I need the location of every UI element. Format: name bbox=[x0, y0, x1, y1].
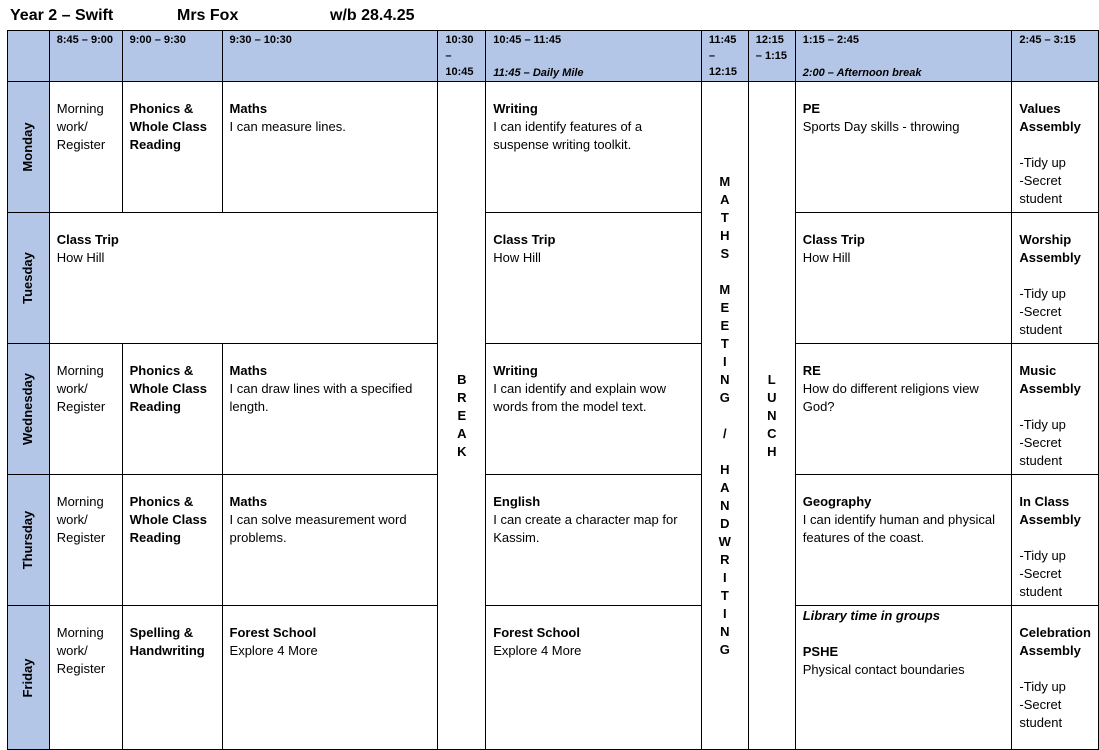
header-10-45-time: 10:45 – 11:45 bbox=[493, 34, 562, 46]
thursday-geography: Geography I can identify human and physical features of the coast. bbox=[795, 475, 1012, 606]
friday-pshe: Library time in groups PSHE Physical contact boundaries bbox=[795, 606, 1012, 750]
thursday-phonics: Phonics & Whole Class Reading bbox=[122, 475, 222, 606]
day-label-monday: Monday bbox=[8, 82, 50, 213]
wednesday-writing: Writing I can identify and explain wow words from the model text. bbox=[486, 344, 702, 475]
wednesday-assembly: Music Assembly -Tidy up -Secret student bbox=[1012, 344, 1099, 475]
friday-morning-work: Morning work/ Register bbox=[49, 606, 122, 750]
monday-phonics: Phonics & Whole Class Reading bbox=[122, 82, 222, 213]
header-2-45: 2:45 – 3:15 bbox=[1012, 31, 1099, 82]
wednesday-re: RE How do different religions view God? bbox=[795, 344, 1012, 475]
timetable bbox=[7, 30, 1099, 750]
header-row bbox=[8, 31, 1099, 82]
row-tuesday bbox=[8, 213, 1099, 344]
wednesday-maths: Maths I can draw lines with a specified length. bbox=[222, 344, 438, 475]
daily-mile-note: 11:45 – Daily Mile bbox=[493, 67, 584, 79]
wednesday-phonics: Phonics & Whole Class Reading bbox=[122, 344, 222, 475]
header-9-00: 9:00 – 9:30 bbox=[122, 31, 222, 82]
header-1-15-time: 1:15 – 2:45 bbox=[802, 34, 859, 46]
week-beginning: w/b 28.4.25 bbox=[330, 7, 415, 24]
row-wednesday bbox=[8, 344, 1099, 475]
day-label-friday: Friday bbox=[8, 606, 50, 750]
lunch-column: L U N C H bbox=[748, 82, 795, 750]
header-10-30: 10:30 – 10:45 bbox=[438, 31, 486, 82]
thursday-maths: Maths I can solve measurement word problems. bbox=[222, 475, 438, 606]
friday-assembly: Celebration Assembly -Tidy up -Secret student bbox=[1012, 606, 1099, 750]
corner-cell bbox=[8, 31, 50, 82]
header-10-45 bbox=[486, 31, 702, 82]
header-11-45: 11:45 – 12:15 bbox=[701, 31, 748, 82]
monday-writing: Writing I can identify features of a suspense writing toolkit. bbox=[486, 82, 702, 213]
afternoon-break-note: 2:00 – Afternoon break bbox=[802, 67, 922, 79]
header-12-15: 12:15 – 1:15 bbox=[748, 31, 795, 82]
thursday-assembly: In Class Assembly -Tidy up -Secret student bbox=[1012, 475, 1099, 606]
tuesday-class-trip-late-morning: Class Trip How Hill bbox=[486, 213, 702, 344]
thursday-english: English I can create a character map for Kassim. bbox=[486, 475, 702, 606]
row-monday bbox=[8, 82, 1099, 213]
maths-meeting-column: M A T H S M E E T I N G / H A N D W R I T I N G bbox=[701, 82, 748, 750]
tuesday-assembly: Worship Assembly -Tidy up -Secret student bbox=[1012, 213, 1099, 344]
monday-maths: Maths I can measure lines. bbox=[222, 82, 438, 213]
row-friday bbox=[8, 606, 1099, 750]
tuesday-class-trip-morning: Class Trip How Hill bbox=[49, 213, 438, 344]
friday-forest-school-2: Forest School Explore 4 More bbox=[486, 606, 702, 750]
header-9-30: 9:30 – 10:30 bbox=[222, 31, 438, 82]
tuesday-class-trip-afternoon: Class Trip How Hill bbox=[795, 213, 1012, 344]
header-1-15 bbox=[795, 31, 1012, 82]
day-label-tuesday: Tuesday bbox=[8, 213, 50, 344]
friday-spelling: Spelling & Handwriting bbox=[122, 606, 222, 750]
teacher-name: Mrs Fox bbox=[177, 7, 239, 24]
day-label-thursday: Thursday bbox=[8, 475, 50, 606]
monday-assembly: Values Assembly -Tidy up -Secret student bbox=[1012, 82, 1099, 213]
wednesday-morning-work: Morning work/ Register bbox=[49, 344, 122, 475]
class-name: Year 2 – Swift bbox=[10, 7, 114, 24]
friday-forest-school-1: Forest School Explore 4 More bbox=[222, 606, 438, 750]
break-column: B R E A K bbox=[438, 82, 486, 750]
monday-pe: PE Sports Day skills - throwing bbox=[795, 82, 1012, 213]
header-8-45: 8:45 – 9:00 bbox=[49, 31, 122, 82]
monday-morning-work: Morning work/ Register bbox=[49, 82, 122, 213]
timetable-title-bar bbox=[10, 7, 1090, 27]
day-label-wednesday: Wednesday bbox=[8, 344, 50, 475]
row-thursday bbox=[8, 475, 1099, 606]
thursday-morning-work: Morning work/ Register bbox=[49, 475, 122, 606]
